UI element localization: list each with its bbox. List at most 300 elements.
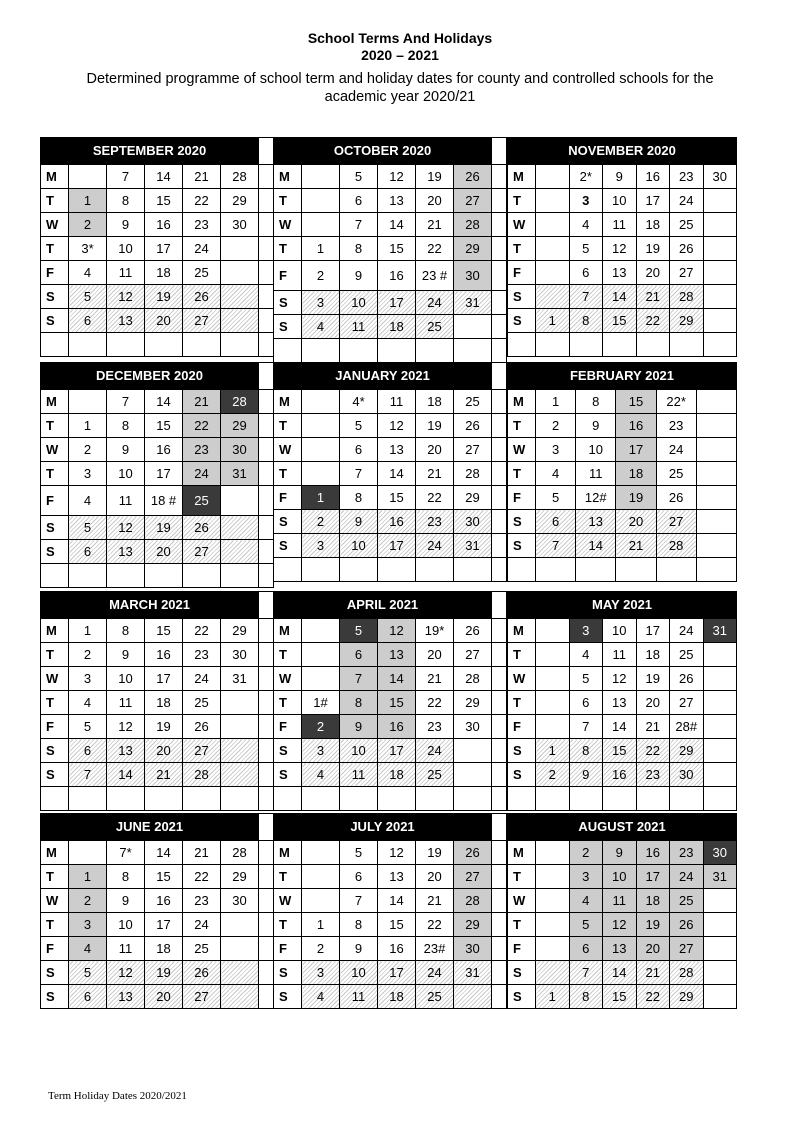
month-table xyxy=(507,591,737,811)
weekday-label: S xyxy=(508,961,536,985)
week-row xyxy=(41,961,274,985)
date-cell: 19* xyxy=(416,619,454,643)
week-row xyxy=(508,486,737,510)
date-cell: 18 xyxy=(636,643,670,667)
week-row xyxy=(41,213,274,237)
spacer-cell xyxy=(41,564,69,588)
week-row xyxy=(508,739,737,763)
spacer-cell xyxy=(183,333,221,357)
separator-cell xyxy=(259,715,274,739)
weekday-label: T xyxy=(41,237,69,261)
separator-cell xyxy=(492,462,507,486)
week-row xyxy=(274,619,507,643)
date-cell: 1 xyxy=(69,619,107,643)
date-cell: 19 xyxy=(145,961,183,985)
date-cell xyxy=(454,315,492,339)
date-cell: 12 xyxy=(107,516,145,540)
date-cell: 28 xyxy=(670,961,704,985)
weekday-label: S xyxy=(274,961,302,985)
week-row xyxy=(508,189,737,213)
date-cell: 20 xyxy=(636,937,670,961)
academic-year: 2020 – 2021 xyxy=(361,47,439,63)
date-cell xyxy=(69,165,107,189)
date-cell: 10 xyxy=(603,619,637,643)
date-cell: 5 xyxy=(569,237,603,261)
date-cell: 24 xyxy=(183,462,221,486)
month-header: AUGUST 2021 xyxy=(508,814,737,841)
date-cell xyxy=(703,763,737,787)
date-cell: 9 xyxy=(340,715,378,739)
date-cell: 21 xyxy=(636,285,670,309)
separator-cell xyxy=(259,540,274,564)
date-cell: 13 xyxy=(107,739,145,763)
spacer-cell xyxy=(221,787,259,811)
weekday-label: S xyxy=(508,309,536,333)
date-cell xyxy=(703,937,737,961)
week-row xyxy=(508,534,737,558)
date-cell: 14 xyxy=(603,285,637,309)
month-block xyxy=(507,362,737,582)
date-cell: 8 xyxy=(340,691,378,715)
separator-cell xyxy=(492,213,507,237)
date-cell: 22 xyxy=(636,309,670,333)
date-cell: 8 xyxy=(569,309,603,333)
spacer-cell xyxy=(107,564,145,588)
date-cell xyxy=(703,213,737,237)
week-row xyxy=(41,261,274,285)
date-cell: 25 xyxy=(183,486,221,516)
week-row xyxy=(274,667,507,691)
date-cell xyxy=(221,937,259,961)
date-cell: 29 xyxy=(454,486,492,510)
week-row xyxy=(274,510,507,534)
date-cell: 21 xyxy=(616,534,656,558)
week-row xyxy=(508,985,737,1009)
spacer-cell xyxy=(576,558,616,582)
date-cell: 1 xyxy=(69,414,107,438)
date-cell: 13 xyxy=(603,691,637,715)
separator-cell xyxy=(259,138,274,165)
spacer-cell xyxy=(107,333,145,357)
date-cell: 22 xyxy=(183,619,221,643)
date-cell: 13 xyxy=(378,189,416,213)
weekday-label: W xyxy=(508,667,536,691)
week-row xyxy=(508,841,737,865)
spacer-cell xyxy=(416,558,454,582)
week-row xyxy=(508,913,737,937)
date-cell: 24 xyxy=(670,189,704,213)
spacer-cell xyxy=(416,787,454,811)
date-cell: 5 xyxy=(569,667,603,691)
week-row xyxy=(41,667,274,691)
date-cell: 23 xyxy=(183,889,221,913)
date-cell: 26 xyxy=(183,516,221,540)
date-cell: 3 xyxy=(302,961,340,985)
date-cell: 18 xyxy=(616,462,656,486)
separator-cell xyxy=(259,619,274,643)
week-row xyxy=(274,961,507,985)
date-cell: 31 xyxy=(221,667,259,691)
date-cell: 29 xyxy=(454,691,492,715)
week-row xyxy=(508,237,737,261)
date-cell: 26 xyxy=(183,715,221,739)
month-table xyxy=(40,813,274,1009)
weekday-label: S xyxy=(508,534,536,558)
separator-cell xyxy=(492,189,507,213)
date-cell: 3 xyxy=(302,534,340,558)
date-cell: 27 xyxy=(670,261,704,285)
date-cell: 23# xyxy=(416,937,454,961)
weekday-label: W xyxy=(41,889,69,913)
date-cell: 26 xyxy=(656,486,696,510)
week-row xyxy=(41,540,274,564)
date-cell: 10 xyxy=(340,739,378,763)
date-cell: 24 xyxy=(670,619,704,643)
week-row xyxy=(508,462,737,486)
date-cell: 11 xyxy=(107,691,145,715)
date-cell: 13 xyxy=(378,643,416,667)
date-cell xyxy=(536,165,570,189)
date-cell xyxy=(703,961,737,985)
separator-cell xyxy=(259,937,274,961)
date-cell: 9 xyxy=(569,763,603,787)
weekday-label: S xyxy=(508,739,536,763)
date-cell xyxy=(536,643,570,667)
date-cell: 7 xyxy=(536,534,576,558)
weekday-label: M xyxy=(274,390,302,414)
date-cell: 30 xyxy=(454,510,492,534)
week-row xyxy=(41,285,274,309)
week-row xyxy=(41,841,274,865)
date-cell: 17 xyxy=(636,619,670,643)
date-cell xyxy=(703,237,737,261)
date-cell xyxy=(536,961,570,985)
date-cell xyxy=(221,913,259,937)
date-cell xyxy=(221,715,259,739)
weekday-label: W xyxy=(41,438,69,462)
date-cell: 31 xyxy=(454,534,492,558)
date-cell: 16 xyxy=(378,261,416,291)
week-row xyxy=(274,438,507,462)
date-cell xyxy=(536,865,570,889)
date-cell: 9 xyxy=(107,438,145,462)
spacer-cell xyxy=(508,787,536,811)
date-cell: 6 xyxy=(569,691,603,715)
date-cell: 7 xyxy=(69,763,107,787)
date-cell: 13 xyxy=(107,309,145,333)
date-cell: 9 xyxy=(107,213,145,237)
date-cell: 20 xyxy=(636,261,670,285)
date-cell: 15 xyxy=(603,985,637,1009)
date-cell: 11 xyxy=(340,315,378,339)
weekday-label: W xyxy=(41,667,69,691)
date-cell: 4 xyxy=(302,315,340,339)
date-cell: 7 xyxy=(340,462,378,486)
date-cell xyxy=(536,619,570,643)
week-row xyxy=(41,937,274,961)
date-cell: 20 xyxy=(145,540,183,564)
date-cell: 24 xyxy=(183,667,221,691)
week-row xyxy=(41,462,274,486)
date-cell: 9 xyxy=(340,937,378,961)
separator-cell xyxy=(492,937,507,961)
date-cell: 29 xyxy=(221,189,259,213)
date-cell xyxy=(221,486,259,516)
date-cell: 13 xyxy=(576,510,616,534)
date-cell: 14 xyxy=(378,462,416,486)
date-cell: 5 xyxy=(569,913,603,937)
spacer-cell xyxy=(696,558,736,582)
date-cell xyxy=(536,261,570,285)
date-cell: 27 xyxy=(183,309,221,333)
date-cell: 16 xyxy=(145,643,183,667)
date-cell: 27 xyxy=(670,937,704,961)
weekday-label: S xyxy=(41,516,69,540)
date-cell xyxy=(221,516,259,540)
spacer-cell xyxy=(259,564,274,588)
date-cell: 20 xyxy=(145,309,183,333)
spacer-cell xyxy=(145,564,183,588)
date-cell: 7 xyxy=(569,961,603,985)
date-cell: 18 xyxy=(636,213,670,237)
date-cell: 21 xyxy=(416,213,454,237)
date-cell: 19 xyxy=(636,913,670,937)
date-cell: 17 xyxy=(145,913,183,937)
date-cell: 18 xyxy=(145,261,183,285)
date-cell: 12 xyxy=(603,913,637,937)
date-cell xyxy=(302,841,340,865)
date-cell: 4 xyxy=(69,937,107,961)
date-cell: 20 xyxy=(145,985,183,1009)
spacer-cell xyxy=(183,564,221,588)
date-cell: 17 xyxy=(636,865,670,889)
date-cell: 18 xyxy=(636,889,670,913)
separator-cell xyxy=(492,363,507,390)
week-row xyxy=(274,189,507,213)
date-cell: 12 xyxy=(107,285,145,309)
date-cell xyxy=(536,715,570,739)
spacer-cell xyxy=(378,558,416,582)
spacer-cell xyxy=(302,558,340,582)
month-header: OCTOBER 2020 xyxy=(274,138,492,165)
date-cell: 23 xyxy=(183,213,221,237)
date-cell: 25 xyxy=(416,315,454,339)
date-cell: 27 xyxy=(183,739,221,763)
spacer-cell xyxy=(703,333,737,357)
week-row xyxy=(274,291,507,315)
month-block xyxy=(507,137,737,357)
date-cell: 19 xyxy=(636,667,670,691)
date-cell: 16 xyxy=(378,510,416,534)
date-cell: 21 xyxy=(416,462,454,486)
week-row xyxy=(274,390,507,414)
date-cell xyxy=(696,414,736,438)
date-cell: 15 xyxy=(603,739,637,763)
date-cell: 4 xyxy=(569,889,603,913)
weekday-label: S xyxy=(274,739,302,763)
date-cell: 21 xyxy=(416,667,454,691)
week-row xyxy=(41,865,274,889)
weekday-label: S xyxy=(274,315,302,339)
date-cell: 24 xyxy=(416,961,454,985)
date-cell: 17 xyxy=(378,961,416,985)
spacer-cell xyxy=(302,339,340,363)
date-cell: 25 xyxy=(670,889,704,913)
separator-cell xyxy=(259,261,274,285)
weekday-label: S xyxy=(508,510,536,534)
date-cell: 10 xyxy=(107,913,145,937)
date-cell: 27 xyxy=(454,189,492,213)
date-cell: 1 xyxy=(69,865,107,889)
date-cell: 14 xyxy=(603,715,637,739)
date-cell: 5 xyxy=(69,516,107,540)
date-cell xyxy=(696,438,736,462)
month-table xyxy=(273,362,507,582)
date-cell: 31 xyxy=(703,619,737,643)
weekday-label: M xyxy=(508,165,536,189)
date-cell: 8 xyxy=(107,619,145,643)
date-cell xyxy=(536,667,570,691)
date-cell: 30 xyxy=(454,715,492,739)
date-cell: 18 xyxy=(378,763,416,787)
weekday-label: S xyxy=(508,763,536,787)
weekday-label: T xyxy=(508,414,536,438)
date-cell: 27 xyxy=(670,691,704,715)
weekday-label: T xyxy=(274,865,302,889)
spacer-cell xyxy=(183,787,221,811)
week-row xyxy=(41,414,274,438)
date-cell: 28 xyxy=(454,462,492,486)
date-cell: 19 xyxy=(416,414,454,438)
date-cell xyxy=(703,667,737,691)
month-header: JUNE 2021 xyxy=(41,814,259,841)
week-row xyxy=(274,763,507,787)
date-cell: 10 xyxy=(340,961,378,985)
week-row xyxy=(508,889,737,913)
week-row xyxy=(41,985,274,1009)
separator-cell xyxy=(492,739,507,763)
weekday-label: F xyxy=(274,486,302,510)
date-cell: 20 xyxy=(416,189,454,213)
spacer-cell xyxy=(508,558,536,582)
date-cell: 8 xyxy=(340,237,378,261)
week-row xyxy=(274,165,507,189)
month-block xyxy=(40,813,274,1009)
week-row xyxy=(274,691,507,715)
date-cell xyxy=(696,486,736,510)
week-row xyxy=(508,261,737,285)
spacer-cell xyxy=(378,339,416,363)
date-cell: 28 xyxy=(221,841,259,865)
week-row xyxy=(274,486,507,510)
date-cell: 21 xyxy=(183,165,221,189)
spacer-cell xyxy=(492,339,507,363)
date-cell: 15 xyxy=(378,913,416,937)
separator-cell xyxy=(492,534,507,558)
week-row xyxy=(41,438,274,462)
date-cell xyxy=(454,739,492,763)
date-cell: 20 xyxy=(416,865,454,889)
date-cell: 23 xyxy=(416,510,454,534)
date-cell: 26 xyxy=(670,913,704,937)
date-cell: 4 xyxy=(536,462,576,486)
spacer-cell xyxy=(703,787,737,811)
date-cell: 20 xyxy=(145,739,183,763)
date-cell: 2 xyxy=(536,414,576,438)
date-cell: 2 xyxy=(302,715,340,739)
date-cell: 10 xyxy=(603,189,637,213)
date-cell: 6 xyxy=(340,189,378,213)
weekday-label: T xyxy=(41,643,69,667)
date-cell: 22 xyxy=(416,691,454,715)
date-cell: 15 xyxy=(145,619,183,643)
week-row xyxy=(274,985,507,1009)
spacer-row xyxy=(508,558,737,582)
date-cell: 10 xyxy=(340,534,378,558)
weekday-label: T xyxy=(508,913,536,937)
week-row xyxy=(508,438,737,462)
weekday-label: F xyxy=(41,261,69,285)
date-cell: 7 xyxy=(569,285,603,309)
week-row xyxy=(274,739,507,763)
weekday-label: S xyxy=(508,985,536,1009)
month-block xyxy=(40,591,274,811)
separator-cell xyxy=(259,414,274,438)
month-block xyxy=(273,137,507,363)
date-cell: 20 xyxy=(616,510,656,534)
date-cell: 3 xyxy=(569,189,603,213)
date-cell: 15 xyxy=(145,865,183,889)
date-cell: 18 xyxy=(416,390,454,414)
week-row xyxy=(41,486,274,516)
weekday-label: F xyxy=(41,486,69,516)
date-cell: 26 xyxy=(670,667,704,691)
date-cell: 4 xyxy=(302,763,340,787)
date-cell: 23 xyxy=(636,763,670,787)
separator-cell xyxy=(492,291,507,315)
spacer-cell xyxy=(569,333,603,357)
weekday-label: W xyxy=(41,213,69,237)
week-row xyxy=(274,841,507,865)
date-cell xyxy=(454,763,492,787)
date-cell: 1 xyxy=(302,913,340,937)
date-cell xyxy=(302,390,340,414)
date-cell: 10 xyxy=(107,237,145,261)
weekday-label: W xyxy=(508,889,536,913)
date-cell: 26 xyxy=(454,165,492,189)
separator-cell xyxy=(259,913,274,937)
date-cell: 3 xyxy=(569,619,603,643)
weekday-label: T xyxy=(508,189,536,213)
page-title: School Terms And Holidays xyxy=(307,30,493,46)
weekday-label: S xyxy=(508,285,536,309)
separator-cell xyxy=(259,486,274,516)
date-cell: 14 xyxy=(145,841,183,865)
date-cell: 31 xyxy=(454,291,492,315)
date-cell: 28 xyxy=(221,165,259,189)
separator-cell xyxy=(492,390,507,414)
spacer-cell xyxy=(636,333,670,357)
separator-cell xyxy=(259,285,274,309)
date-cell: 10 xyxy=(340,291,378,315)
separator-cell xyxy=(492,814,507,841)
date-cell xyxy=(536,889,570,913)
date-cell: 3 xyxy=(69,462,107,486)
week-row xyxy=(274,889,507,913)
date-cell: 29 xyxy=(670,985,704,1009)
month-table xyxy=(273,137,507,363)
date-cell xyxy=(221,739,259,763)
